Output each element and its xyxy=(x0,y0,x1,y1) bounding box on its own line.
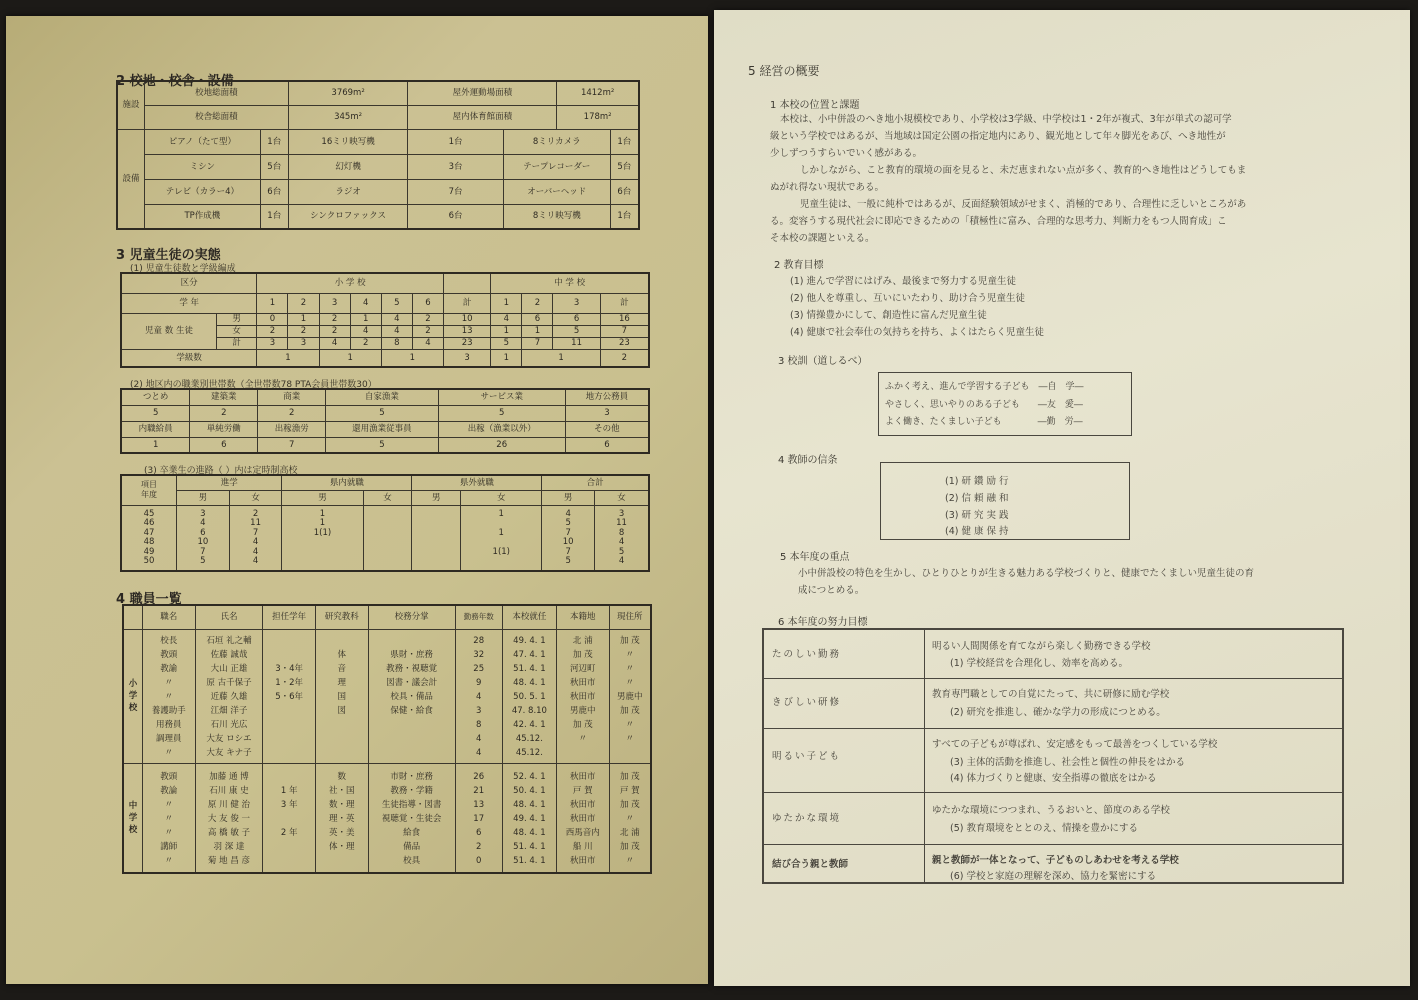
junior-high-label: 中学校 xyxy=(123,763,143,873)
s6-title: 6 本年度の努力目標 xyxy=(778,617,868,628)
teacher-creed-box: (1) 研 鑽 励 行 (2) 信 頼 融 和 (3) 研 究 実 践 (4) 健 康 保 持 xyxy=(880,462,1130,540)
equipment-label: 設備 xyxy=(117,129,145,229)
occupation-table: つとめ 建築業 商業 自家漁業 サービス業 地方公務員 5 2 2 5 5 3 内職給員 単純労働 出稼漁労 還用漁業従事員 出稼（漁業以外） その他 1 6 7 5 26 6 xyxy=(120,388,650,454)
school-motto-box: ふかく考え、進んで学習する子ども ―自 学― やさしく、思いやりのある子ども ―友 愛― よく働き、たくましい子ども ―勤 労― xyxy=(878,372,1132,436)
s3-title: 3 校訓（道しるべ） xyxy=(778,356,868,367)
s5-title: 5 本年度の重点 xyxy=(780,552,850,563)
section-2-title: 2 校地・校舎・設備 xyxy=(116,74,234,89)
graduates-table: 項目 年度 進学 県内就職 県外就職 合計 男 女 男 女 男 女 男 女 45 46 47 48 49 50 3 4 6 10 7 5 2 11 7 4 4 4 1 1 1(1) 1 1 1(1) 4 5 7 10 7 5 3 11 8 4 5 4 xyxy=(120,474,650,572)
left-page xyxy=(6,16,708,984)
section-4-title: 4 職員一覧 xyxy=(116,592,182,607)
right-page: 5 経営の概要 1 本校の位置と課題 本校は、小中併設のへき地小規模校であり、小学校は3学級、中学校は1・2年が複式、3年が単式の認可学 級という学校ではあるが、当地域は国定公園の指定地内にあり、観光地として年々脚光をあび、へき地性が 少しずつうすらいでいく感がある。 しかしながら、こと教育的環境の面を見ると、未だ恵まれない点が多く、教育的へき地性はどうしてもま ぬがれ得ない現状である。 児童生徒は、一般に純朴ではあるが、反面経験領域がせまく、消極的であり、合理性に乏しいところがあ る。変容うする現代社会に即応できるための「積極性に富み、合理的な思考力、判断力をもつ人間育成」こ そ本校の課題といえる。 2 教育目標 (1) 進んで学習にはげみ、最後まで努力する児童生徒 (2) 他人を尊重し、互いにいたわり、助け合う児童生徒 (3) 情操豊かにして、創造性に富んだ児童生徒 (4) 健康で社会奉仕の気持ちを持ち、よくはたらく児童生徒 3 校訓（道しるべ） ふかく考え、進んで学習する子ども ―自 学― やさしく、思いやりのある子ども ―友 愛― よく働き、たくましい子ども ―勤 労― 4 教師の信条 (1) 研 鑽 励 行 (2) 信 頼 融 和 (3) 研 究 実 践 (4) 健 康 保 持 5 本年度の重点 小中併設校の特色を生かし、ひとりひとりが生きる魅力ある学校づくりと、健康でたくましい児童生徒の育 成につとめる。 6 本年度の努力目標 たのしい勤務 明るい人間関係を育てながら楽しく勤務できる学校 (1) 学校経営を合理化し、効率を高める。 きびしい研修 教育専門職としての自覚にたって、共に研修に励む学校 (2) 研究を推進し、確かな学力の形成につとめる。 明るい子ども すべての子どもが尊ばれ、安定感をもって最善をつくしている学校 (3) 主体的活動を推進し、社会性と個性の伸長をはかる (4) 体力づくりと健康、安全指導の徹底をはかる ゆたかな環境 ゆたかな環境につつまれ、うるおいと、節度のある学校 (5) 教育環境をととのえ、情操を豊かにする 結び合う親と教師 親と教師が一体となって、子どものしあわせを考える学校 (6) 学校と家庭の理解を深め、協力を緊密にする xyxy=(714,10,1410,986)
goal-1: (1) 進んで学習にはげみ、最後まで努力する児童生徒 xyxy=(790,276,1017,287)
s4-title: 4 教師の信条 xyxy=(778,455,838,466)
sub-1-title: (1) 児童生徒数と学級編成 xyxy=(130,264,236,274)
graduate-years: 45 46 47 48 49 50 xyxy=(121,505,177,571)
students-table: 区分 小 学 校 中 学 校 学 年 1 2 3 4 5 6 計 1 2 3 計 児童 数 生徒 男 0 1 2 1 4 2 10 4 6 6 16 女 2 2 2 4 4 2 13 1 1 5 7 計 3 3 4 2 8 4 23 5 7 11 23 学級数 1 1 1 3 1 1 2 xyxy=(120,272,650,368)
sub-3-title: (3) 卒業生の進路（ ）内は定時制高校 xyxy=(144,466,298,476)
s2-title: 2 教育目標 xyxy=(774,260,824,271)
facilities-label: 施設 xyxy=(117,81,145,129)
effort-goals-table: たのしい勤務 明るい人間関係を育てながら楽しく勤務できる学校 (1) 学校経営を合理化し、効率を高める。 きびしい研修 教育専門職としての自覚にたって、共に研修に励む学校 (2) 研究を推進し、確かな学力の形成につとめる。 明るい子ども すべての子どもが尊ばれ、安定感をもって最善をつくしている学校 (3) 主体的活動を推進し、社会性と個性の伸長をはかる (4) 体力づくりと健康、安全指導の徹底をはかる ゆたかな環境 ゆたかな環境につつまれ、うるおいと、節度のある学校 (5) 教育環境をととのえ、情操を豊かにする 結び合う親と教師 親と教師が一体となって、子どものしあわせを考える学校 (6) 学校と家庭の理解を深め、協力を緊密にする xyxy=(762,628,1344,884)
goal-4: (4) 健康で社会奉仕の気持ちを持ち、よくはたらく児童生徒 xyxy=(790,327,1044,338)
goal-2: (2) 他人を尊重し、互いにいたわり、助け合う児童生徒 xyxy=(790,293,1025,304)
sub-2-title: (2) 地区内の職業別世帯数（全世帯数78 PTA会員世帯数30） xyxy=(130,380,377,390)
elementary-label: 小学校 xyxy=(123,629,143,763)
section-3-title: 3 児童生徒の実態 xyxy=(116,248,221,263)
staff-table: 職名 氏名 担任学年 研究教科 校務分掌 勤務年数 本校就任 本籍地 現住所 小学校 校長 教頭 教諭 〃 〃 養護助手 用務員 調理員 〃 石垣 礼之輔 佐藤 誠哉 大山 正雄 原 古千保子 近藤 久雄 江畑 洋子 石川 光広 大友 ロシエ 大友 キナ子 3・4年 1・2年 5・6年 体 音 理 国 図 県財・庶務 教務・視聴覚 図書・議会計 校具・備品 保健・給食 28 32 25 9 4 3 8 4 4 49. 4. 1 47. 4. 1 51. 4. 1 48. 4. 1 50. 5. 1 47. 8.10 42. 4. 1 45.12. 45.12. 北 浦 加 茂 河辺町 秋田市 秋田市 男鹿中 加 茂 〃 加 茂 〃 〃 〃 男鹿中 加 茂 〃 〃 中学校 教頭 教論 〃 〃 〃 講師 〃 加藤 通 博 石川 康 史 原 川 健 治 大 友 俊 一 高 橋 敏 子 羽 深 達 菊 地 昌 彦 1 年 3 年 2 年 数 社・国 数・理 理・英 英・美 体・理 市財・庶務 教務・学籍 生徒指導・図書 視聴覚・生徒会 給食 備品 校具 26 21 13 17 6 2 0 52. 4. 1 50. 4. 1 48. 4. 1 49. 4. 1 48. 4. 1 51. 4. 1 51. 4. 1 秋田市 戸 賀 秋田市 秋田市 西馬音内 船 川 秋田市 加 茂 戸 賀 加 茂 〃 北 浦 加 茂 〃 xyxy=(122,604,652,874)
goal-3: (3) 情操豊かにして、創造性に富んだ児童生徒 xyxy=(790,310,987,321)
facilities-table: 施設 校地総面積 3769m² 屋外運動場面積 1412m² 校舎総面積 345m² 屋内体育館面積 178m² 設備 ピアノ（たて型） 1台 16ミリ映写機 1台 8ミリカメラ 1台 ミシン 5台 幻灯機 3台 テープレコーダー 5台 テレビ（カラー4） 6台 ラジオ 7台 オーバーヘッド 6台 TP作成機 1台 シンクロファックス 6台 8ミリ映写機 1台 xyxy=(116,80,640,230)
section-5-title: 5 経営の概要 xyxy=(748,64,820,78)
s1-title: 1 本校の位置と課題 xyxy=(770,100,860,111)
